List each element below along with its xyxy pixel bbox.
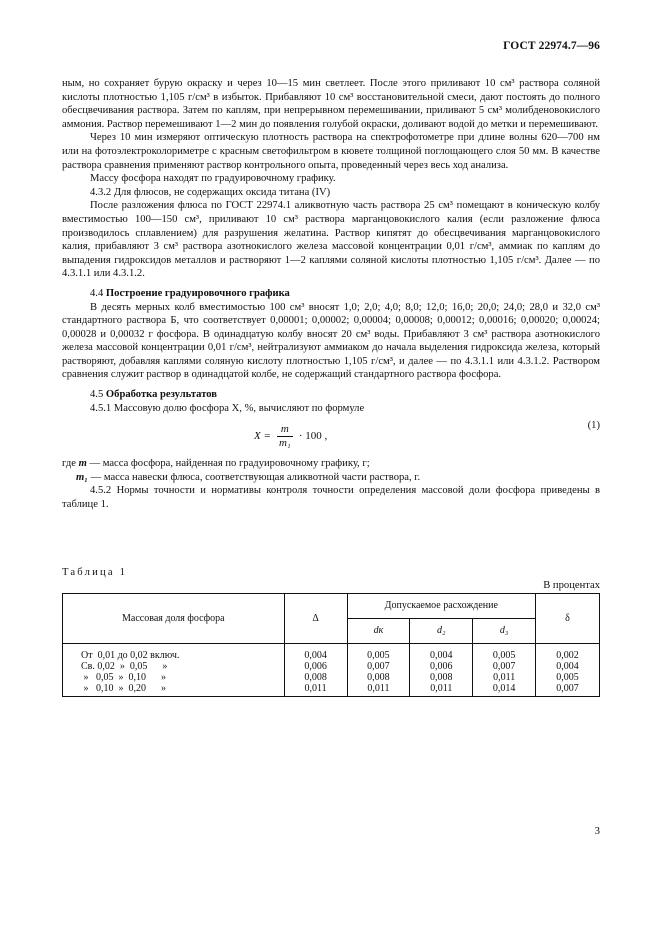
section-4-5-number: 4.5	[90, 389, 104, 401]
paragraph-decomposition: После разложения флюса по ГОСТ 22974.1 аликвотную часть раствора 25 см³ помещают в коническую колбу вместимостью 100—150 см³, приливают 10 см³ раствора марганцовокислого калия (если разложение флюса производилось сплавлением) для разрушения желатина. Раствор кипятят до обесцвечивания марганцовокислого калия, прибавляют 3 см³ раствора азотнокислого железа массовой концентрации 0,01 г/см³, аммиак по каплям до выпадения гидроксидов металлов и растворяют 1—2 каплями соляной кислоты плотностью 1,105 г/см³. Далее — по 4.3.1.1 или 4.3.1.2.	[62, 200, 600, 280]
dk-cell: 0,007	[367, 661, 390, 672]
header-mass-fraction: Массовая доля фосфора	[63, 594, 285, 644]
paragraph-measurement: Через 10 мин измеряют оптическую плотность раствора на спектрофотометре при длине волны 620—700 нм или на фотоэлектроколориметре с красным светофильтром в кювете толщиной поглощающего слоя 50 мм. В качестве раствора сравнения применяют раствор контрольного опыта, проведенный через весь ход анализа.	[62, 132, 600, 171]
delta-cell: 0,011	[304, 683, 327, 694]
formula-numerator: m	[277, 423, 293, 437]
d2-cell: 0,004	[430, 650, 453, 661]
table-units: В процентах	[543, 580, 600, 591]
subsection-4-3-2: 4.3.2 Для флюсов, не содержащих оксида титана (IV)	[90, 186, 331, 198]
col-sigma	[536, 644, 600, 697]
col-d2	[410, 644, 473, 697]
sigma-cell: 0,004	[556, 661, 579, 672]
where-line-1	[62, 457, 600, 471]
paragraph-formula-intro: 4.5.1 Массовую долю фосфора X, %, вычисляют по формуле	[90, 402, 365, 414]
where-symbol-m: m	[78, 458, 87, 470]
dk-cell: 0,011	[367, 683, 390, 694]
where-prefix: где	[62, 458, 76, 470]
d3-cell: 0,007	[492, 661, 516, 672]
sigma-cell: 0,007	[556, 683, 579, 694]
formula	[254, 423, 327, 450]
accuracy-table	[62, 593, 600, 697]
table-data-row	[63, 644, 600, 697]
where-text-m: — масса фосфора, найденная по градуировочному графику, г;	[86, 458, 370, 470]
formula-fraction	[277, 423, 293, 450]
where-text-m1: — масса навески флюса, соответствующая аликвотной части раствора, г.	[87, 471, 421, 483]
col-dk	[347, 644, 410, 697]
paragraph-mass-from-graph: Массу фосфора находят по градуировочному графику.	[90, 173, 336, 185]
d3-cell: 0,011	[493, 672, 516, 683]
table-caption: Таблица 1	[62, 567, 128, 578]
document-page	[62, 0, 600, 936]
sigma-cell: 0,002	[556, 650, 579, 661]
sigma-cell: 0,005	[556, 672, 579, 683]
dk-cell: 0,008	[367, 672, 390, 683]
formula-lhs: X =	[254, 429, 271, 442]
paragraph-accuracy-norms: 4.5.2 Нормы точности и нормативы контроля точности определения массовой доли фосфора приведены в таблице 1.	[62, 485, 600, 511]
delta-cell: 0,004	[304, 650, 327, 661]
section-4-4-heading	[62, 287, 600, 301]
delta-cell: 0,006	[304, 661, 327, 672]
d2-cell: 0,011	[430, 683, 453, 694]
d2-cell: 0,006	[430, 661, 453, 672]
range-cell: » 0,05 » 0,10 »	[81, 672, 166, 683]
page-number: 3	[594, 825, 600, 837]
section-4-5-heading	[62, 388, 600, 402]
document-code-header: ГОСТ 22974.7—96	[503, 40, 600, 52]
paragraph-continuation: ным, но сохраняет бурую окраску и через 10—15 мин светлеет. После этого приливают 10 см³ раствора соляной кислоты плотностью 1,105 г/см³ в избыток. Прибавляют 10 см³ восстановительной смеси, дают постоять до полного обесцвечивания раствора. Затем по каплям, при непрерывном перемешивании, приливают 5 см³ молибденовокислого аммония. Раствор перемешивают 1—2 мин до появления голубой окраски, доливают водой до метки и перемешивают.	[62, 78, 600, 130]
section-4-4-number: 4.4	[90, 287, 104, 299]
header-d2: d₂	[410, 619, 473, 644]
body-text	[62, 77, 600, 512]
formula-block	[62, 417, 600, 457]
header-sigma: δ	[536, 594, 600, 644]
header-delta: Δ	[284, 594, 347, 644]
d3-cell: 0,005	[492, 650, 516, 661]
formula-denominator: m₁	[278, 437, 291, 450]
paragraph-calibration: В десять мерных колб вместимостью 100 см³ вносят 1,0; 2,0; 4,0; 8,0; 12,0; 16,0; 20,0; 24,0; 28,0 и 32,0 см³ стандартного раствора Б, что соответствует 0,00001; 0,00002; 0,00004; 0,00008; 0,00012; 0,00016; 0,00020; 0,00024; 0,00028 и 0,00032 г фосфора. В одинадцатую колбу вносят 20 см³ воды. Прибавляют 3 см³ раствора азотнокислого железа массовой концентрации 0,01 г/см³, нейтрализуют аммиаком до начала выделения гидроксида железа, который растворяют, добавляя каплями соляную кислоту плотностью 1,105 г/см³, и далее — по 4.3.1.1 или 4.3.1.2. Раствором сравнения служит раствор в одинадцатой колбе, не содержащий стандартного раствора фосфора.	[62, 301, 600, 381]
section-4-5-title: Обработка результатов	[105, 389, 218, 401]
header-d3: d₃	[473, 619, 536, 644]
range-cell: Св. 0,02 » 0,05 »	[81, 661, 168, 672]
where-symbol-m1: m₁	[76, 471, 88, 483]
delta-cell: 0,008	[304, 672, 327, 683]
section-4-4-title: Построение градуировочного графика	[105, 287, 290, 299]
range-cell: » 0,10 » 0,20 »	[81, 683, 166, 694]
col-ranges	[63, 644, 285, 697]
formula-number: (1)	[587, 420, 600, 432]
where-line-2	[62, 471, 600, 485]
d3-cell: 0,014	[492, 683, 516, 694]
header-dk: dк	[347, 619, 410, 644]
dk-cell: 0,005	[367, 650, 390, 661]
d2-cell: 0,008	[430, 672, 453, 683]
formula-rhs: · 100 ,	[298, 429, 328, 442]
range-cell: От 0,01 до 0,02 включ.	[81, 650, 180, 661]
header-allowed-discrepancy: Допускаемое расхождение	[347, 594, 536, 619]
col-delta	[284, 644, 347, 697]
col-d3	[473, 644, 536, 697]
